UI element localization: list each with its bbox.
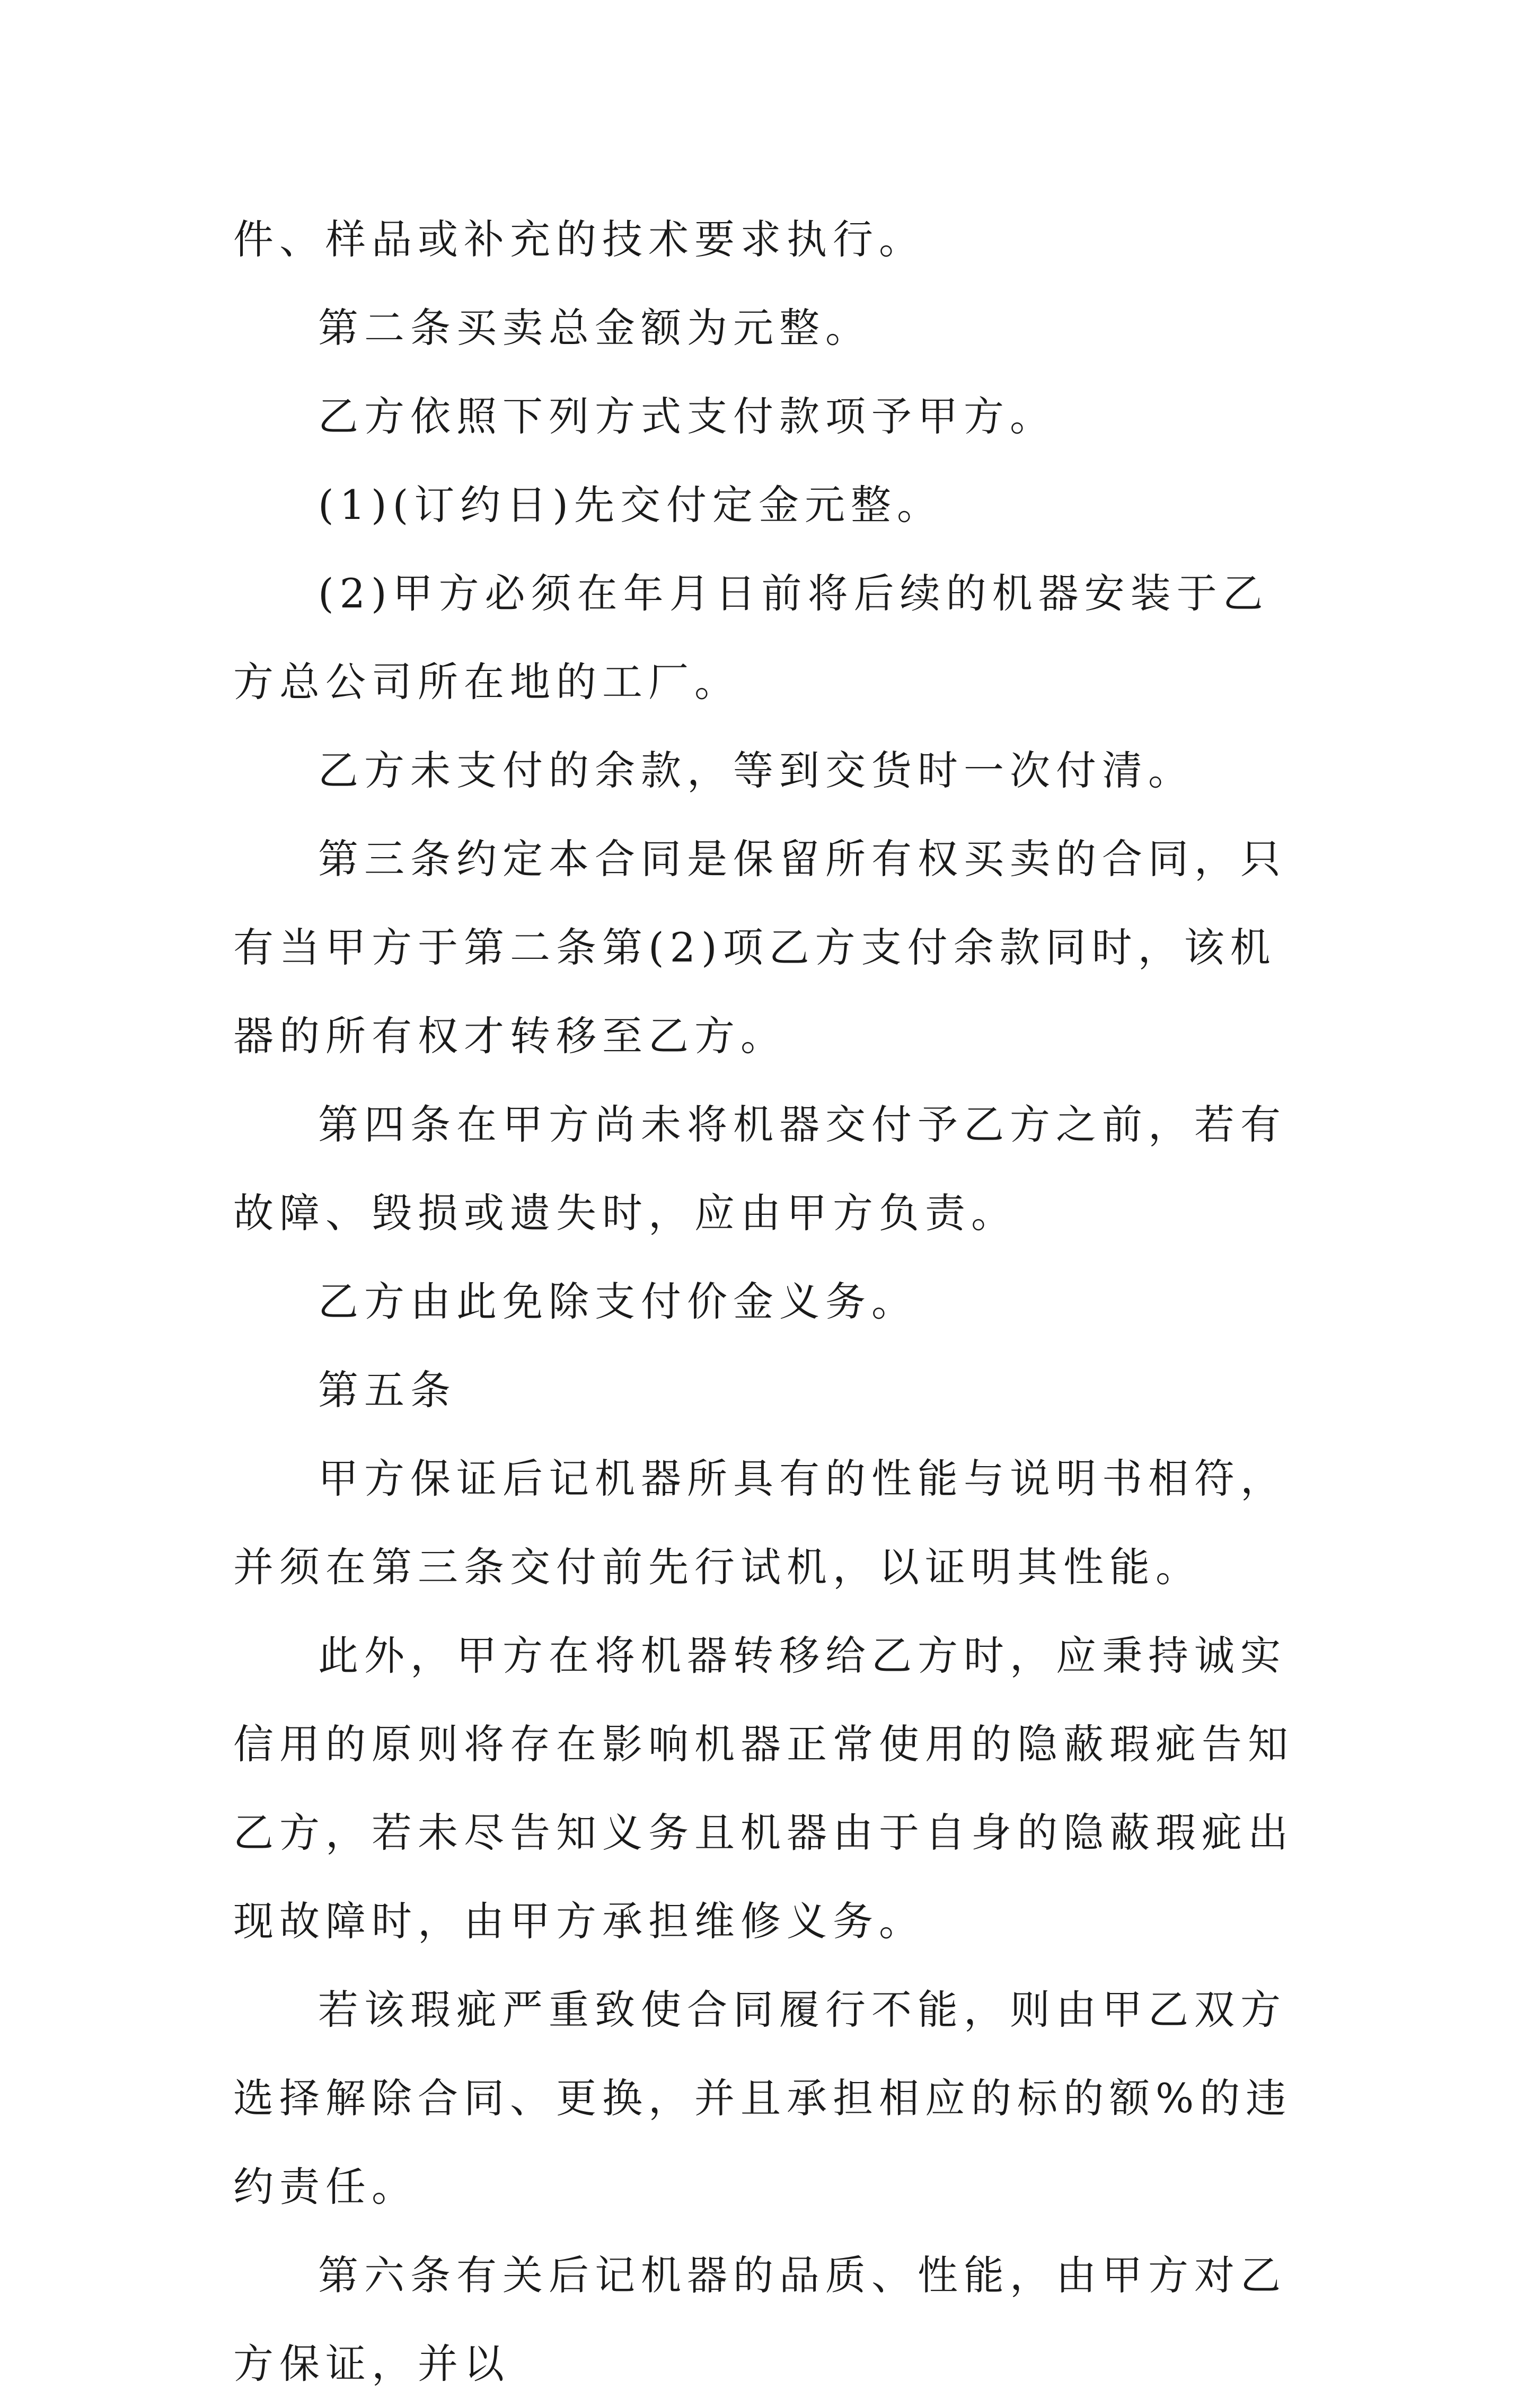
paragraph-3: 乙方依照下列方式支付款项予甲方。	[318, 393, 1056, 440]
paragraph-6: 乙方未支付的余款，等到交货时一次付清。	[318, 747, 1194, 794]
paragraph-12: 此外，甲方在将机器转移给乙方时，应秉持诚实信用的原则将存在影响机器正常使用的隐蔽瑕疵告知乙方，若未尽告知义务且机器由于自身的隐蔽瑕疵出现故障时，由甲方承担维修义务。	[233, 1632, 1294, 1945]
paragraph-8: 第四条在甲方尚未将机器交付予乙方之前，若有故障、毁损或遗失时，应由甲方负责。	[233, 1101, 1286, 1237]
paragraph-1: 件、样品或补充的技术要求执行。	[233, 216, 925, 263]
paragraph-11: 甲方保证后记机器所具有的性能与说明书相符，并须在第三条交付前先行试机，以证明其性能。	[233, 1455, 1286, 1591]
document-body	[233, 195, 1309, 2408]
paragraph-4: (1)(订约日)先交付定金元整。	[318, 481, 943, 528]
paragraph-14: 第六条有关后记机器的品质、性能，由甲方对乙方保证，并以	[233, 2252, 1286, 2387]
paragraph-10: 第五条	[318, 1366, 456, 1414]
paragraph-13: 若该瑕疵严重致使合同履行不能，则由甲乙双方选择解除合同、更换，并且承担相应的标的额%的违约责任。	[233, 1986, 1292, 2210]
paragraph-2: 第二条买卖总金额为元整。	[318, 304, 871, 351]
paragraph-7: 第三条约定本合同是保留所有权买卖的合同，只有当甲方于第二条第(2)项乙方支付余款同时，该机器的所有权才转移至乙方。	[233, 835, 1286, 1060]
paragraph-9: 乙方由此免除支付价金义务。	[318, 1278, 918, 1325]
paragraph-5: (2)甲方必须在年月日前将后续的机器安装于乙方总公司所在地的工厂。	[233, 570, 1269, 705]
